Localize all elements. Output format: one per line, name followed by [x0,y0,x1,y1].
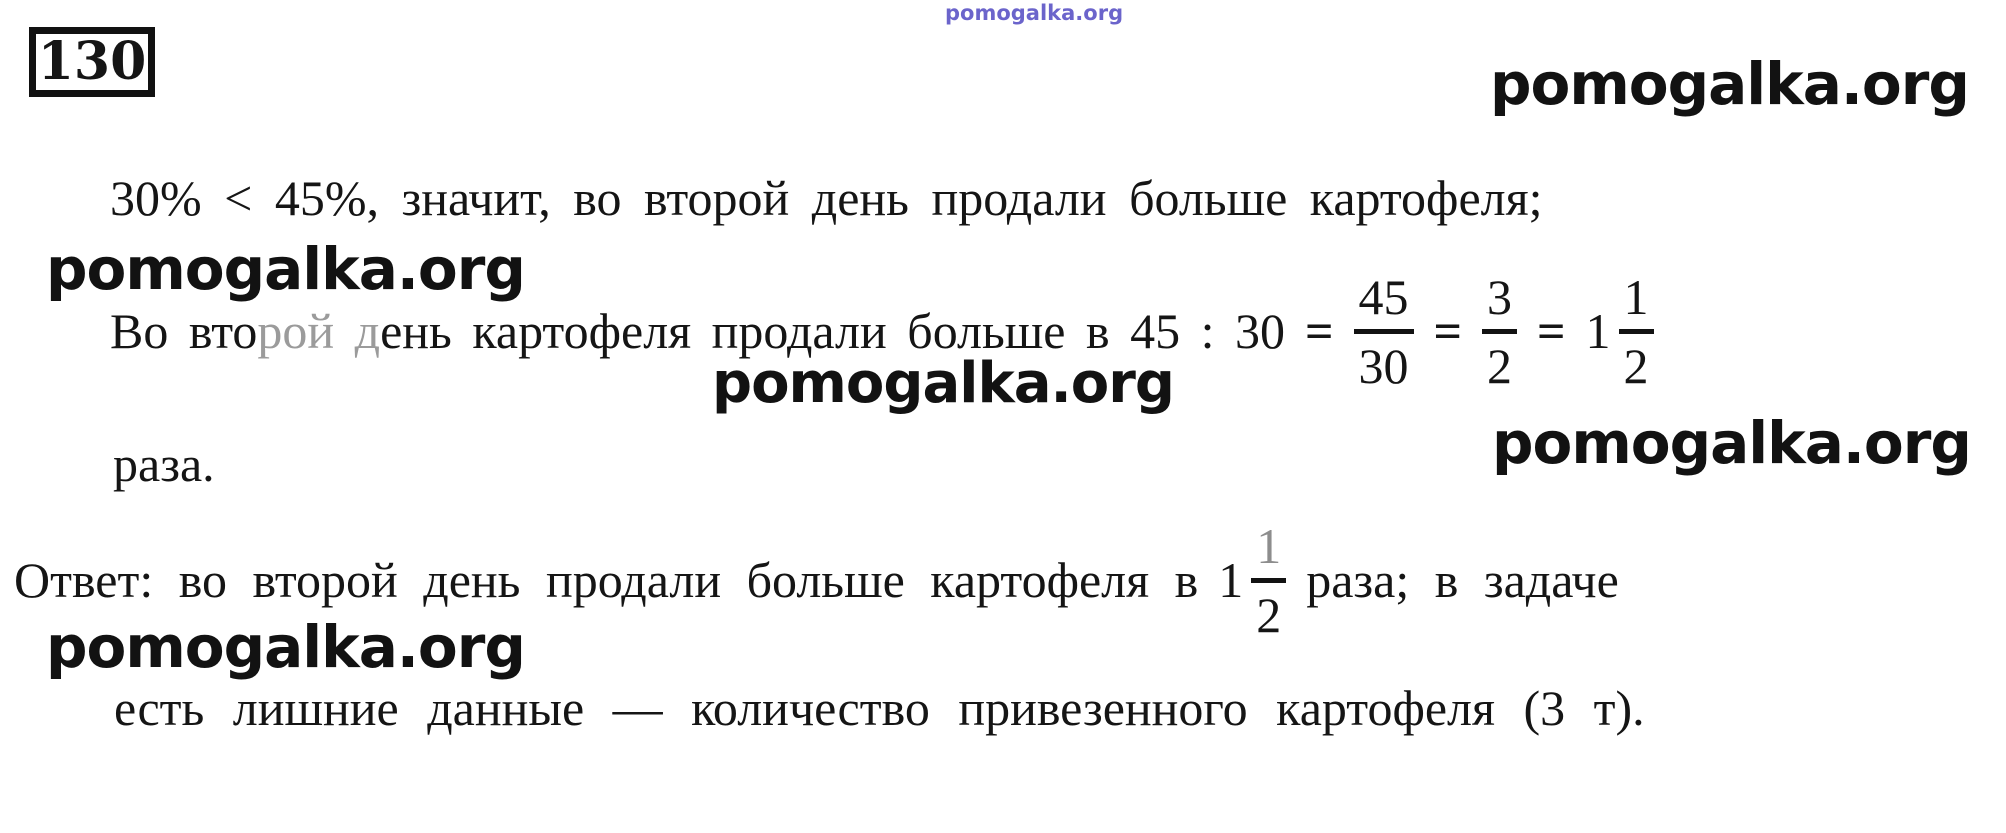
watermark-top-right: pomogalka.org [1490,50,1969,118]
answer-mixed-fraction [1251,518,1286,643]
solution-line-extra-data: есть лишние данные — количество привезенного картофеля (3 т). [114,680,1645,736]
solution-line-raza: раза. [113,436,215,492]
problem-number-box [29,27,155,97]
equals-sign-2: = [1433,302,1462,359]
answer-mixed-fraction-denominator: 2 [1256,587,1282,643]
equation-prefix-part2-watermark-overlap: рой д [257,302,381,359]
answer-suffix: раза; в задаче [1306,552,1619,608]
fraction-45-30 [1354,268,1414,394]
equation-prefix-part3: ень картофеля продали больше в 45 : 30 [380,302,1285,359]
watermark-right: pomogalka.org [1492,409,1971,477]
mixed-fraction-numerator: 1 [1623,268,1649,325]
equation-prefix-part1: Во вто [110,302,258,359]
fraction-3-2 [1482,268,1517,394]
solution-line-comparison: 30% < 45%, значит, во второй день продали больше картофеля; [110,170,1543,226]
answer-mixed-number-1-1-2 [1218,518,1286,643]
watermark-center: pomogalka.org [712,351,1174,416]
fraction-45-30-numerator: 45 [1358,268,1409,325]
mixed-number-1-1-2 [1585,268,1654,394]
watermark-top-small: pomogalka.org [945,1,1124,25]
equals-sign-1: = [1305,302,1334,359]
watermark-left-1: pomogalka.org [46,235,525,303]
mixed-fraction-denominator: 2 [1623,337,1649,394]
answer-mixed-fraction-numerator: 1 [1256,518,1282,574]
fraction-3-2-numerator: 3 [1487,268,1512,325]
equals-sign-3: = [1537,302,1566,359]
mixed-whole: 1 [1585,302,1611,359]
problem-number: 130 [37,31,147,92]
answer-prefix: Ответ: во второй день продали больше картофеля в [14,552,1199,608]
fraction-45-30-denominator: 30 [1358,337,1409,394]
mixed-fraction [1619,268,1654,394]
watermark-left-2: pomogalka.org [46,613,525,681]
answer-mixed-whole: 1 [1218,552,1244,608]
fraction-3-2-denominator: 2 [1487,337,1512,394]
